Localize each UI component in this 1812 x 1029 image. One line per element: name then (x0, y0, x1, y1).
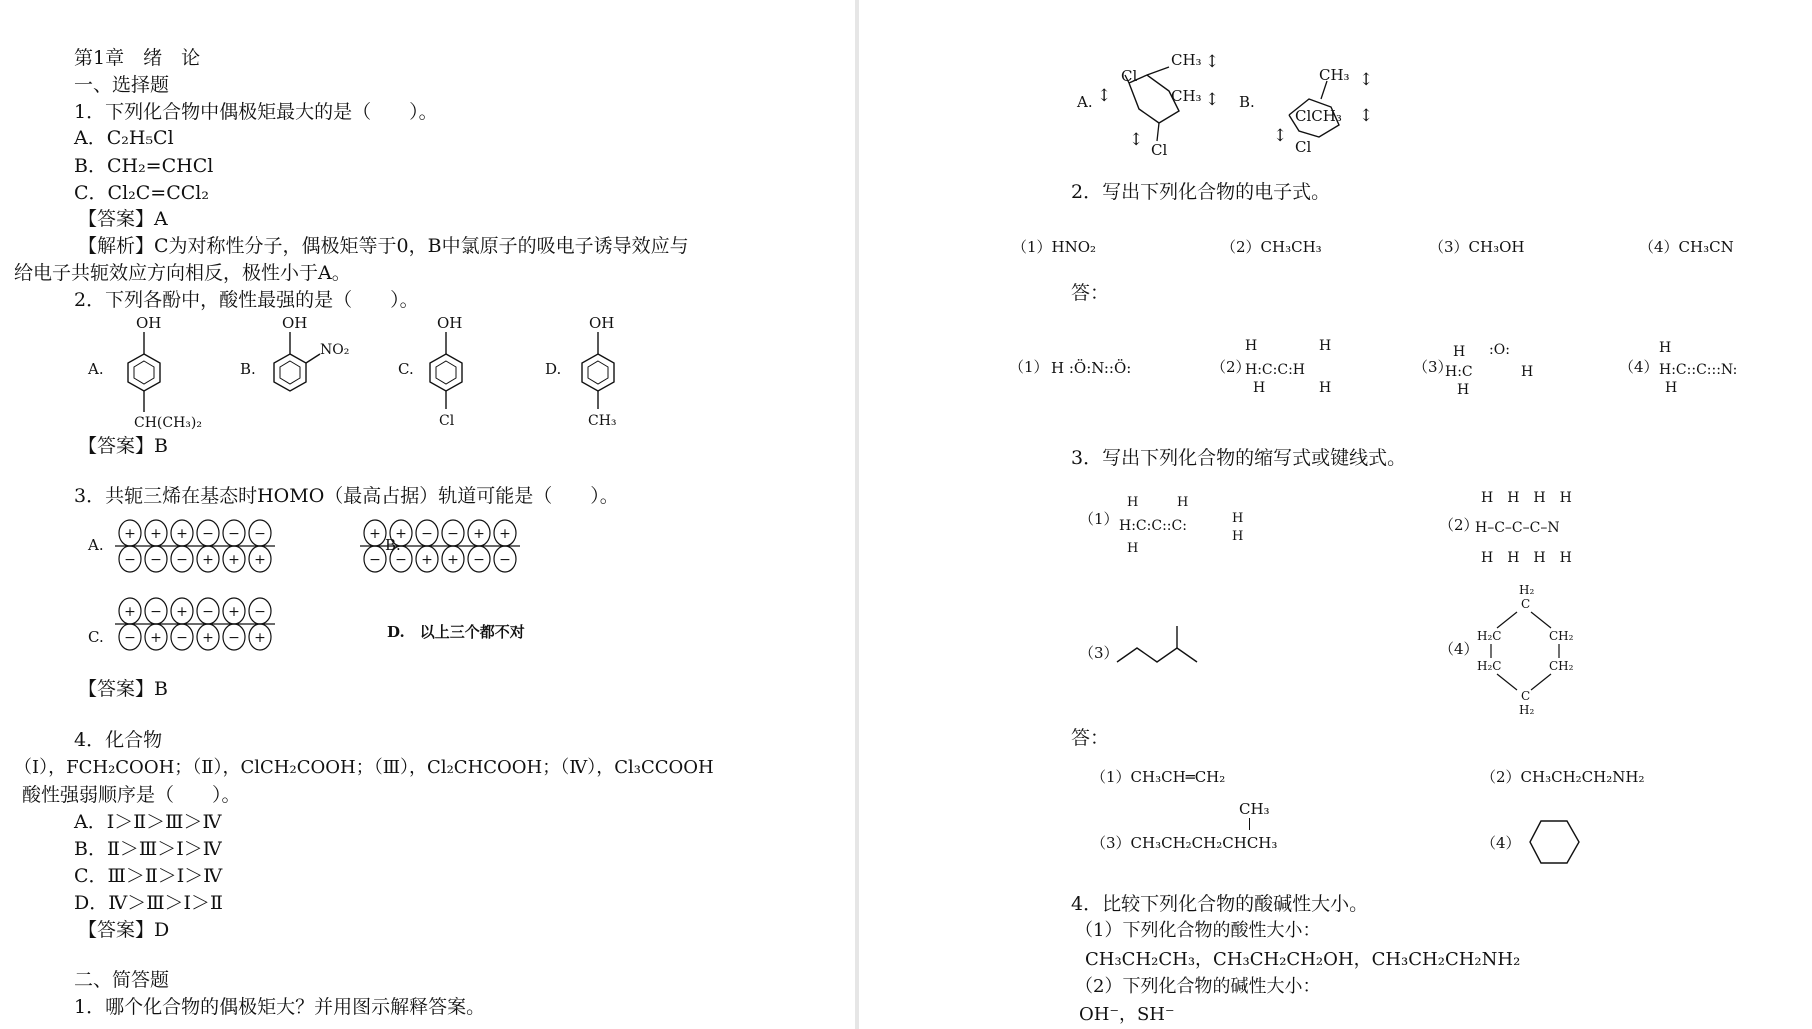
compound-item: （3）CH₃OH (1429, 238, 1525, 256)
svg-text:H H H H: H H H H (1481, 490, 1572, 506)
svg-text:↕: ↕ (1205, 52, 1220, 72)
svg-text:↕: ↕ (1359, 70, 1374, 90)
svg-text:H: H (1457, 382, 1470, 398)
svg-text:（2）: （2） (1439, 516, 1479, 534)
answer-label: 答： (1071, 282, 1110, 304)
svg-text:（1）: （1） (1079, 510, 1119, 528)
orbital-sign: + (421, 552, 433, 568)
electron-formulas (1009, 332, 1809, 402)
option-label: B. (240, 360, 256, 378)
methyl-label: CH₃ (1171, 87, 1202, 105)
svg-text:C: C (1521, 689, 1531, 703)
option-label: A. (88, 536, 104, 554)
svg-text:H: H (1453, 344, 1466, 360)
svg-text:H:C:C::C:: H:C:C::C: (1119, 518, 1187, 534)
orbital-sign: + (228, 552, 240, 568)
orbital-sign: − (124, 552, 136, 568)
phenol-structures (80, 312, 640, 437)
option-c: C．Cl₂C=CCl₂ (74, 182, 209, 204)
orbital-sign: − (254, 526, 266, 542)
bond-line (1249, 818, 1250, 830)
svg-text:H :Ö:N::Ö:: H :Ö:N::Ö: (1051, 359, 1132, 377)
option-b: B．CH₂=CHCl (74, 155, 214, 177)
svg-text:↕: ↕ (1129, 130, 1144, 150)
orbital-sign: − (421, 526, 433, 542)
svg-text:H:C::C:::N:: H:C::C:::N: (1659, 362, 1738, 378)
compound-list: （Ⅰ），FCH₂COOH；（Ⅱ），ClCH₂COOH；（Ⅲ），Cl₂CHCOOH；（Ⅳ），Cl₃CCOOH (14, 757, 714, 778)
orbital-sign: + (150, 630, 162, 646)
svg-text:CH₂: CH₂ (1549, 659, 1574, 673)
option-label: B. (1239, 93, 1255, 111)
oh-label: OH (589, 314, 615, 332)
svg-text:H:C: H:C (1445, 364, 1473, 380)
svg-text:H: H (1665, 380, 1678, 396)
substituent: CH(CH₃)₂ (134, 415, 202, 431)
orbital-sign: − (228, 630, 240, 646)
svg-text:（3）: （3） (1413, 358, 1453, 376)
svg-text::O:: :O: (1489, 342, 1510, 358)
svg-text:C: C (1521, 597, 1531, 611)
orbital-sign: + (228, 604, 240, 620)
orbital-sign: + (473, 526, 485, 542)
svg-text:（1）: （1） (1009, 358, 1049, 376)
svg-text:H₂: H₂ (1519, 703, 1535, 717)
option-b: B．Ⅱ＞Ⅲ＞Ⅰ＞Ⅳ (74, 838, 222, 860)
svg-text:H: H (1127, 541, 1139, 556)
answer: 【答案】D (78, 919, 170, 941)
right-page (859, 0, 1812, 1029)
ion-list: OH⁻，SH⁻ (1079, 1004, 1175, 1025)
option-c: C．Ⅲ＞Ⅱ＞Ⅰ＞Ⅳ (74, 865, 223, 887)
substituent: Cl (439, 413, 455, 429)
orbital-sign: + (150, 526, 162, 542)
svg-text:H:C:C:H: H:C:C:H (1245, 362, 1305, 378)
svg-text:（2）: （2） (1211, 358, 1251, 376)
orbital-sign: + (254, 630, 266, 646)
orbital-sign: + (499, 526, 511, 542)
orbital-sign: + (202, 552, 214, 568)
answer-item: （2）CH₃CH₂CH₂NH₂ (1481, 768, 1645, 786)
svg-text:H: H (1319, 338, 1332, 354)
svg-text:H: H (1177, 495, 1189, 510)
orbital-sign: − (176, 630, 188, 646)
svg-text:H: H (1245, 338, 1258, 354)
option-label: B. (385, 536, 401, 554)
option-label: C. (88, 628, 104, 646)
compound-item: （2）CH₃CH₃ (1221, 238, 1322, 256)
orbital-sign: − (150, 552, 162, 568)
svg-text:↕: ↕ (1359, 106, 1374, 126)
svg-text:H: H (1659, 340, 1672, 356)
orbital-sign: − (176, 552, 188, 568)
option-label: A. (1077, 93, 1093, 111)
oh-label: OH (282, 314, 308, 332)
orbital-sign: + (176, 526, 188, 542)
svg-text:↕: ↕ (1273, 126, 1288, 146)
question-stem: 3．写出下列化合物的缩写式或键线式。 (1071, 447, 1407, 469)
option-a: A．Ⅰ＞Ⅱ＞Ⅲ＞Ⅳ (74, 811, 222, 833)
left-page (0, 0, 855, 1029)
orbital-sign: − (202, 526, 214, 542)
orbital-sign: − (447, 526, 459, 542)
question-stem: 1．下列化合物中偶极矩最大的是（ ）。 (74, 101, 438, 123)
sub-question: （1）下列化合物的酸性大小： (1075, 920, 1321, 941)
orbital-sign: + (395, 526, 407, 542)
oh-label: OH (437, 314, 463, 332)
svg-text:（4）: （4） (1619, 358, 1659, 376)
clch3-label: ClCH₃ (1295, 107, 1342, 125)
answer: 【答案】A (78, 208, 168, 230)
section-heading: 二、简答题 (74, 969, 170, 991)
svg-text:H: H (1232, 511, 1244, 526)
svg-text:H: H (1232, 529, 1244, 544)
option-a: A．C₂H₅Cl (74, 127, 174, 149)
compound-item: （1）HNO₂ (1012, 238, 1097, 256)
cyclohexane-ring (1527, 818, 1583, 868)
orbital-sign: − (499, 552, 511, 568)
methyl-label: CH₃ (1171, 51, 1202, 69)
option-label: C. (398, 360, 414, 378)
question-stem-cont: 酸性强弱顺序是（ ）。 (22, 784, 241, 806)
orbital-sign: − (369, 552, 381, 568)
answer-item-top: CH₃ (1239, 800, 1270, 818)
condensed-structures (1079, 488, 1779, 733)
section-heading: 一、选择题 (74, 74, 170, 96)
conformation-figure (1069, 45, 1374, 165)
question-stem: 4．比较下列化合物的酸碱性大小。 (1071, 893, 1369, 915)
analysis-cont: 给电子共轭效应方向相反，极性小于A。 (14, 262, 351, 284)
question-stem: 4．化合物 (74, 729, 163, 751)
svg-text:H: H (1319, 380, 1332, 396)
orbital-sign: − (395, 552, 407, 568)
orbital-sign: − (124, 630, 136, 646)
answer: 【答案】B (78, 678, 168, 700)
option-d: D. 以上三个都不对 (387, 623, 525, 641)
svg-text:H₂C: H₂C (1477, 659, 1502, 673)
orbital-sign: − (150, 604, 162, 620)
answer-item: （3）CH₃CH₂CH₂CHCH₃ (1091, 834, 1278, 852)
orbital-sign: + (369, 526, 381, 542)
svg-text:CH₂: CH₂ (1549, 629, 1574, 643)
answer-item: （4） (1481, 834, 1521, 852)
chloro-label: Cl (1151, 141, 1168, 159)
chloro-label: Cl (1295, 138, 1312, 156)
question-stem: 1．哪个化合物的偶极矩大？并用图示解释答案。 (74, 996, 486, 1018)
compound-item: （4）CH₃CN (1639, 238, 1734, 256)
option-label: D. (545, 360, 562, 378)
svg-text:↕: ↕ (1097, 86, 1112, 106)
compound-list: CH₃CH₂CH₃，CH₃CH₂CH₂OH，CH₃CH₂CH₂NH₂ (1085, 949, 1521, 970)
orbital-sign: + (124, 526, 136, 542)
answer: 【答案】B (78, 435, 168, 457)
orbital-sign: + (202, 630, 214, 646)
svg-text:H: H (1521, 364, 1534, 380)
svg-text:H–C–C–C–N: H–C–C–C–N (1475, 520, 1560, 536)
oh-label: OH (136, 314, 162, 332)
svg-text:H: H (1127, 495, 1139, 510)
answer-item: （1）CH₃CH═CH₂ (1091, 768, 1226, 786)
question-stem: 2．下列各酚中，酸性最强的是（ ）。 (74, 289, 419, 311)
orbital-sign: + (254, 552, 266, 568)
orbital-sign: − (228, 526, 240, 542)
orbital-sign: + (176, 604, 188, 620)
orbital-sign: + (447, 552, 459, 568)
sub-question: （2）下列化合物的碱性大小： (1075, 976, 1321, 997)
orbital-sign: − (254, 604, 266, 620)
question-stem: 3．共轭三烯在基态时HOMO（最高占据）轨道可能是（ ）。 (74, 485, 619, 507)
answer-label: 答： (1071, 727, 1110, 749)
option-label: A. (88, 360, 104, 378)
analysis: 【解析】C为对称性分子，偶极矩等于0，B中氯原子的吸电子诱导效应与 (78, 235, 689, 257)
chloro-label: Cl (1121, 67, 1138, 85)
option-d: D．Ⅳ＞Ⅲ＞Ⅰ＞Ⅱ (74, 892, 223, 914)
question-stem: 2．写出下列化合物的电子式。 (1071, 181, 1331, 203)
svg-text:H₂: H₂ (1519, 583, 1535, 597)
svg-text:（4）: （4） (1439, 640, 1479, 658)
orbital-sign: − (473, 552, 485, 568)
orbital-sign: + (124, 604, 136, 620)
substituent: CH₃ (588, 413, 617, 429)
methyl-label: CH₃ (1319, 66, 1350, 84)
svg-text:↕: ↕ (1205, 90, 1220, 110)
svg-text:（3）: （3） (1079, 644, 1119, 662)
orbital-sign: − (202, 604, 214, 620)
svg-text:H H H H: H H H H (1481, 550, 1572, 566)
chapter-title: 第1章 绪 论 (74, 47, 201, 69)
svg-text:H₂C: H₂C (1477, 629, 1502, 643)
nitro-label: NO₂ (320, 342, 350, 358)
orbital-diagrams (80, 512, 640, 682)
svg-text:H: H (1253, 380, 1266, 396)
